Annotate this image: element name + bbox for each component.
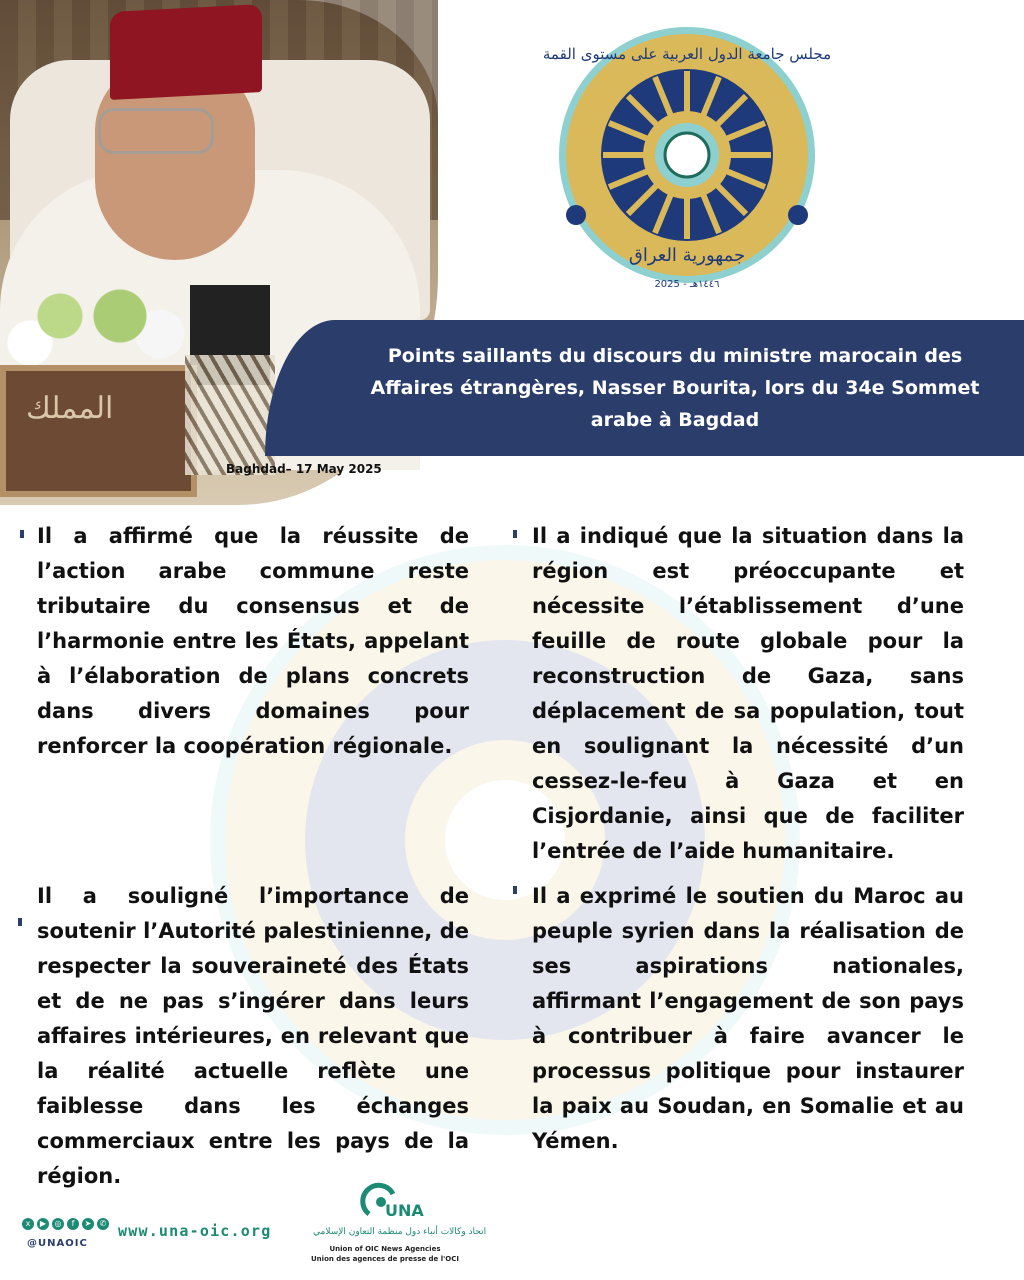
emblem-country: جمهورية العراق xyxy=(628,245,746,266)
social-handle[interactable]: @UNAOIC xyxy=(27,1238,88,1249)
una-arabic-name: اتحاد وكالات أنباء دول منظمة التعاون الإسلامي xyxy=(313,1227,487,1237)
una-names xyxy=(305,1244,465,1264)
point-2: Il a indiqué que la situation dans la région est préoccupante et nécessite l’établissement d’une feuille de route globale pour la reconstruction de Gaza, sans déplacement de sa population, tout en soulignant la nécessité d’un cessez-le-feu à Gaza et en Cisjordanie, ainsi que de faciliter l’entrée de l’aide humanitaire. xyxy=(532,524,964,863)
summit-emblem-logo xyxy=(542,25,832,303)
whatsapp-icon[interactable]: ✆ xyxy=(97,1218,109,1230)
x-icon[interactable]: x xyxy=(22,1218,34,1230)
point-1: Il a affirmé que la réussite de l’action arabe commune reste tributaire du consensus et de l’harmonie entre les États, appelant à l’élaboration de plans concrets dans divers domaines pour renforcer la coopération régionale. xyxy=(37,524,469,758)
una-logo xyxy=(355,1182,435,1222)
una-english-name: Union of OIC News Agencies xyxy=(329,1245,441,1253)
point-3: Il a souligné l’importance de soutenir l’Autorité palestinienne, de respecter la souveraineté des États et de ne pas s’ingérer dans leurs affaires intérieures, en relevant que la réalité actuelle reflète une faiblesse dans les échanges commerciaux entre les pays de la région. xyxy=(37,884,469,1188)
bullet-3 xyxy=(18,918,22,926)
facebook-icon[interactable]: f xyxy=(67,1218,79,1230)
point-4: Il a exprimé le soutien du Maroc au peuple syrien dans la réalisation de ses aspirations nationales, affirmant l’engagement de son pays à contribuer à faire avancer le processus politique pour instaurer la paix au Soudan, en Somalie et au Yémen. xyxy=(532,884,964,1153)
una-french-name: Union des agences de presse de l'OCI xyxy=(311,1255,459,1263)
telegram-icon[interactable]: ➤ xyxy=(82,1218,94,1230)
instagram-icon[interactable]: ◎ xyxy=(52,1218,64,1230)
dateline: Baghdad– 17 May 2025 xyxy=(226,462,382,476)
bullet-2 xyxy=(513,530,517,538)
nameplate-text: المملك xyxy=(26,391,114,426)
social-icons xyxy=(22,1218,109,1230)
website-link[interactable]: www.una-oic.org xyxy=(118,1222,272,1240)
emblem-year: ١٤٤٦هـ - 2025 xyxy=(654,279,720,290)
article-title: Points saillants du discours du ministre marocain des Affaires étrangères, Nasser Bourita, lors du 34e Sommet arabe à Bagdad xyxy=(370,345,980,431)
youtube-icon[interactable]: ▶ xyxy=(37,1218,49,1230)
bullet-1 xyxy=(20,530,24,538)
nameplate xyxy=(0,365,197,497)
una-logo-text: UNA xyxy=(385,1201,424,1220)
title-banner xyxy=(265,320,1024,456)
emblem-arabic-title: مجلس جامعة الدول العربية على مستوى القمة xyxy=(542,45,832,63)
bullet-4 xyxy=(513,886,517,894)
